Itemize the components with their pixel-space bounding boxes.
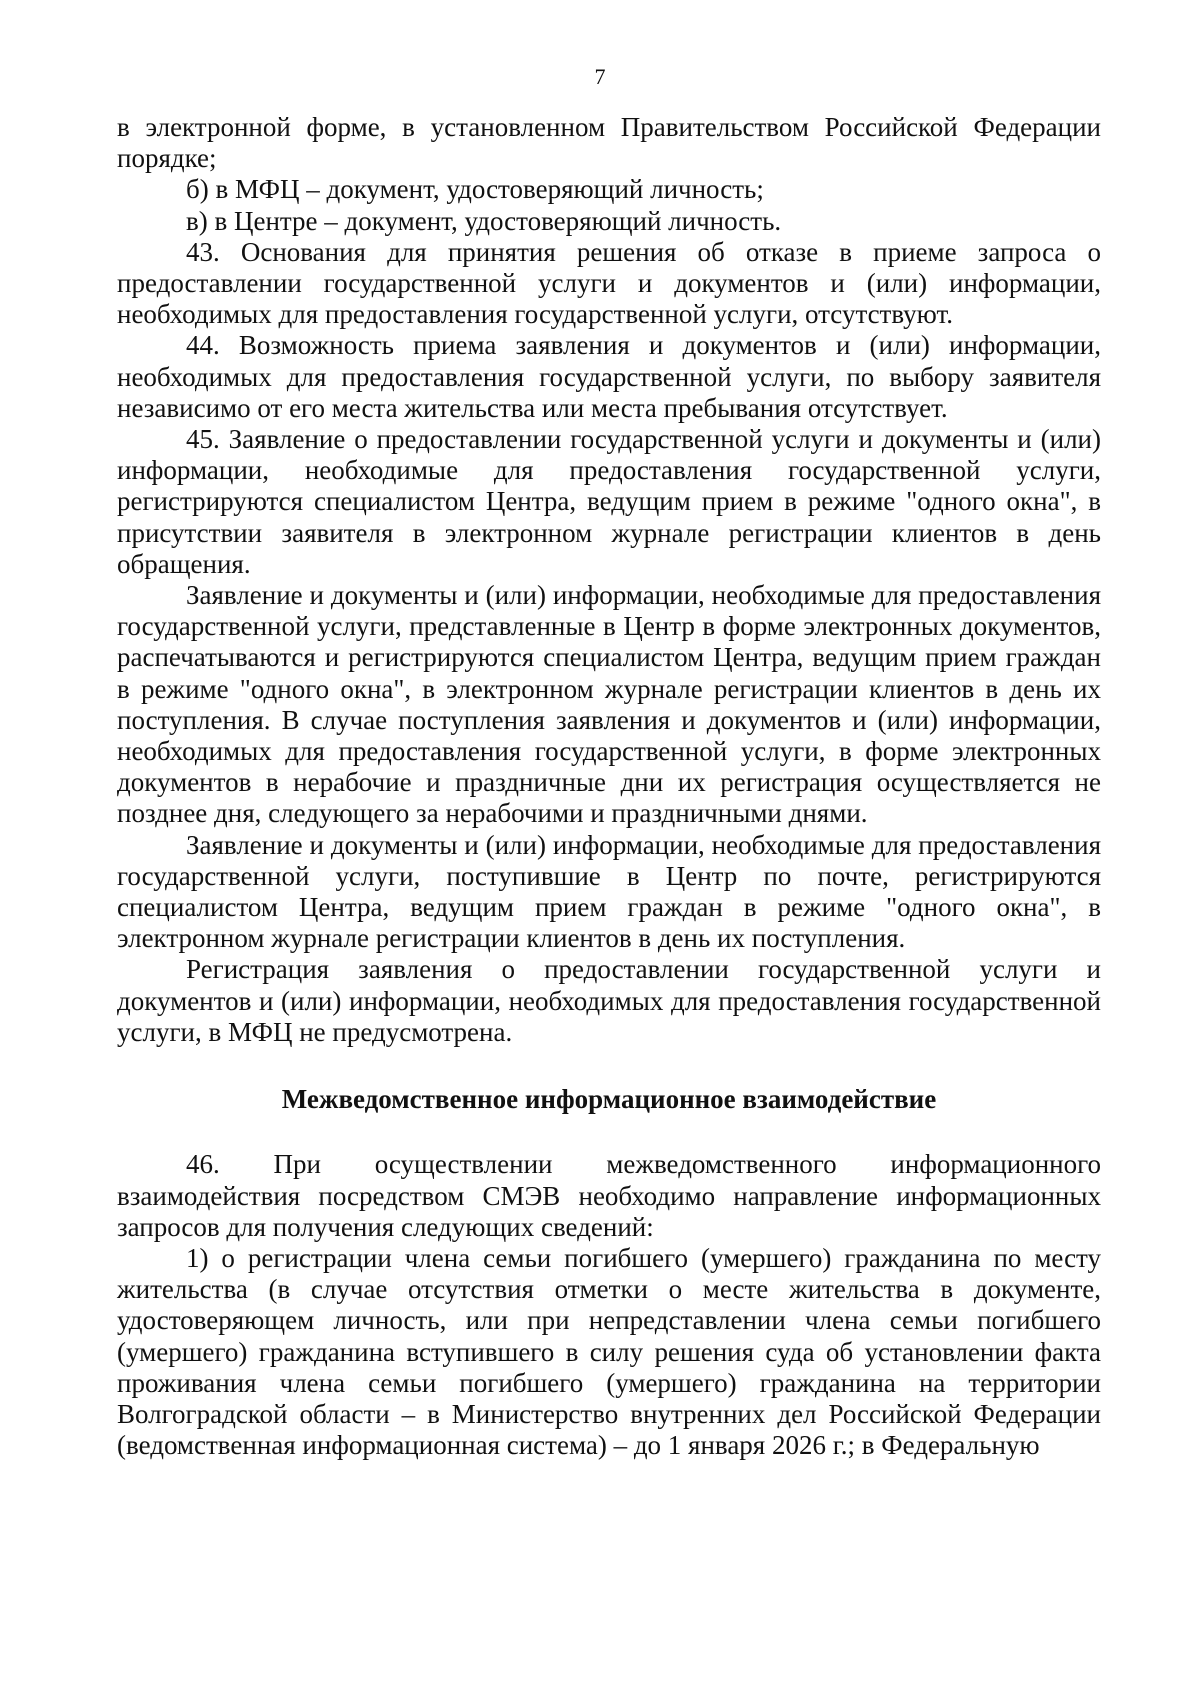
page-number: 7 bbox=[594, 64, 606, 89]
paragraph-group-after-heading bbox=[117, 1149, 1101, 1461]
paragraph: 1) о регистрации члена семьи погибшего (умершего) гражданина по месту жительства (в случае отсутствия отметки о месте жительства в документе, удостоверяющем личность, или при непредставлении члена семьи погибшего (умершего) гражданина вступившего в силу решения суда об установлении факта проживания члена семьи погибшего (умершего) гражданина на территории Волгоградской области – в Министерство внутренних дел Российской Федерации (ведомственная информационная система) – до 1 января 2026 г.; в Федеральную bbox=[117, 1242, 1101, 1461]
document-body bbox=[117, 112, 1101, 1461]
paragraph: Регистрация заявления о предоставлении государственной услуги и документов и (или) информации, необходимых для предоставления государственной услуги, в МФЦ не предусмотрена. bbox=[117, 954, 1101, 1047]
section-heading: Межведомственное информационное взаимодействие bbox=[281, 1084, 937, 1115]
paragraph: Заявление и документы и (или) информации, необходимые для предоставления государственной услуги, поступившие в Центр по почте, регистрируются специалистом Центра, ведущим прием граждан в режиме "одного окна", в электронном журнале регистрации клиентов в день их поступления. bbox=[117, 829, 1101, 954]
paragraph: в) в Центре – документ, удостоверяющий личность. bbox=[186, 205, 782, 236]
paragraph: Заявление и документы и (или) информации, необходимые для предоставления государственной услуги, представленные в Центр в форме электронных документов, распечатываются и регистрируются специалистом Центра, ведущим прием граждан в режиме "одного окна", в электронном журнале регистрации клиентов в день их поступления. В случае поступления заявления и документов и (или) информации, необходимых для предоставления государственной услуги, в форме электронных документов в нерабочие и праздничные дни их регистрация осуществляется не позднее дня, следующего за нерабочими и праздничными днями. bbox=[117, 580, 1101, 829]
paragraph: 45. Заявление о предоставлении государственной услуги и документы и (или) информации, необходимые для предоставления государственной услуги, регистрируются специалистом Центра, ведущим прием в режиме "одного окна", в присутствии заявителя в электронном журнале регистрации клиентов в день обращения. bbox=[117, 424, 1101, 579]
paragraph: б) в МФЦ – документ, удостоверяющий личность; bbox=[186, 174, 764, 205]
paragraph-group-before-heading bbox=[117, 112, 1101, 1048]
paragraph: 46. При осуществлении межведомственного информационного взаимодействия посредством СМЭВ необходимо направление информационных запросов для получения следующих сведений: bbox=[117, 1149, 1101, 1242]
paragraph: 43. Основания для принятия решения об отказе в приеме запроса о предоставлении государственной услуги и документов и (или) информации, необходимых для предоставления государственной услуги, отсутствуют. bbox=[117, 236, 1101, 330]
paragraph: 44. Возможность приема заявления и документов и (или) информации, необходимых для предоставления государственной услуги, по выбору заявителя независимо от его места жительства или места пребывания отсутствует. bbox=[117, 330, 1101, 423]
paragraph: в электронной форме, в установленном Правительством Российской Федерации порядке; bbox=[117, 112, 1101, 174]
